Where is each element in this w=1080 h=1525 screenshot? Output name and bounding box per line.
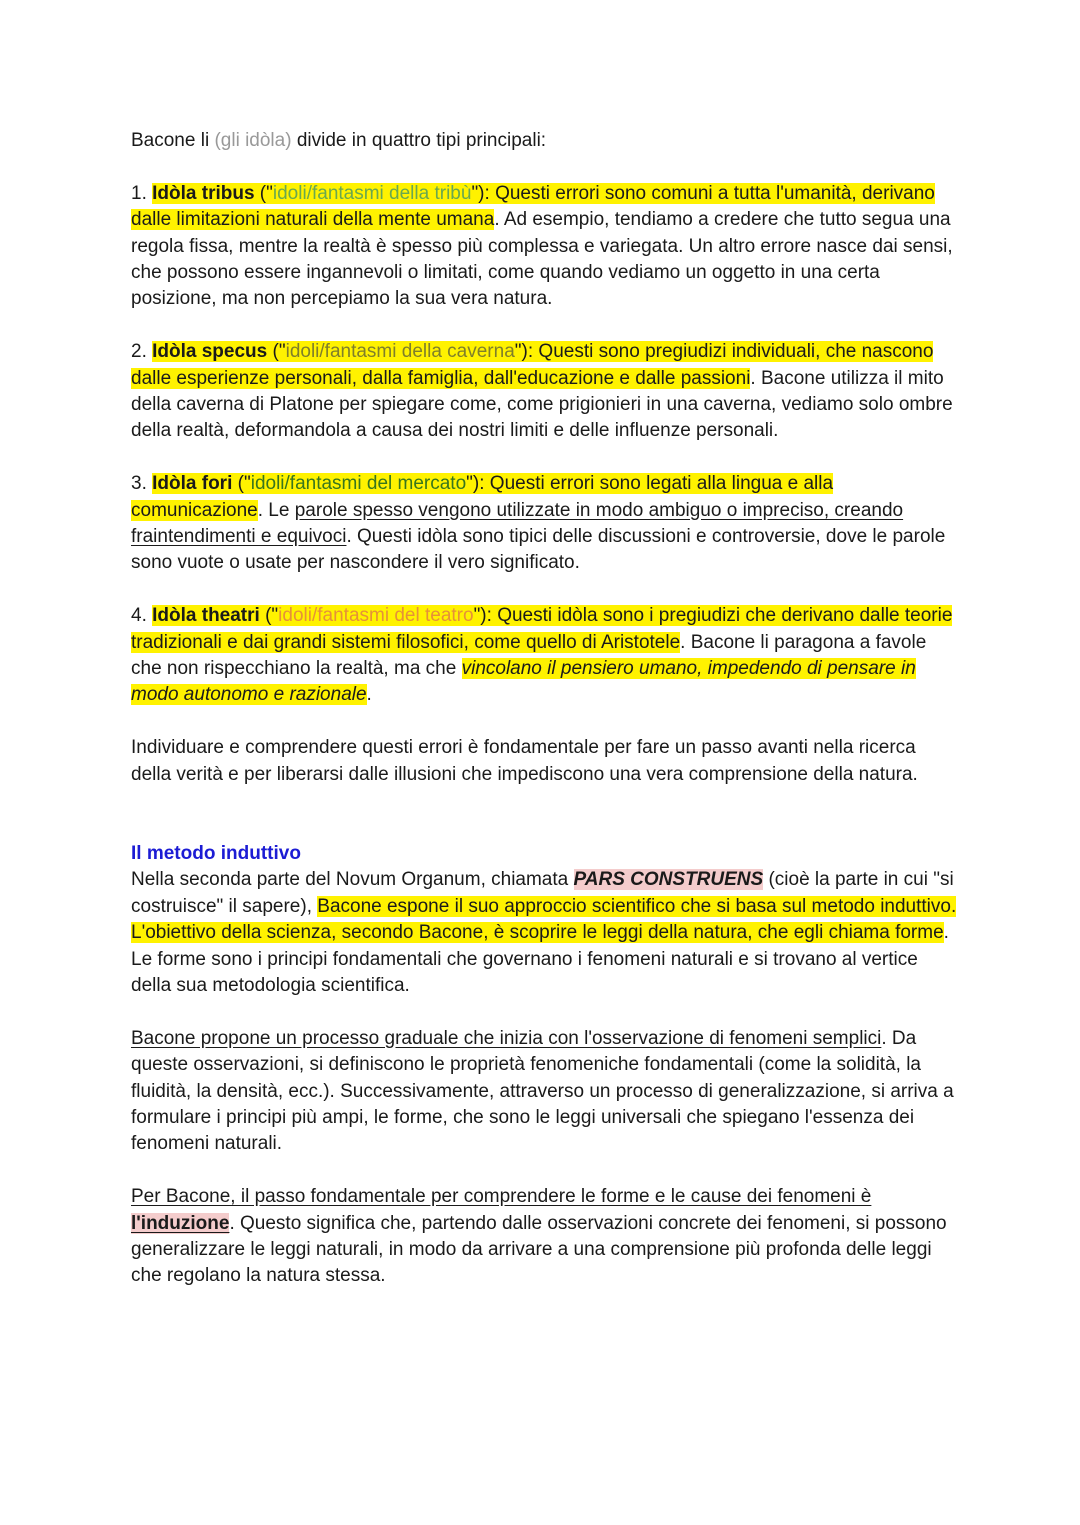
quote-close: "): [514, 341, 539, 363]
underlined-phrase: Bacone propone un processo graduale che inizia con l'osservazione di fenomeni semplici [131, 1027, 882, 1049]
paragraph-mid: . Bacone li paragona a favole che non rispecchiano la realtà, ma che [131, 631, 927, 680]
idola-specus-paragraph [131, 339, 961, 445]
intro-text: Bacone li [131, 130, 215, 151]
item-number: 3. [131, 473, 153, 495]
item-number: 1. [131, 182, 153, 204]
process-paragraph [131, 1026, 961, 1158]
quote-close: "): [466, 473, 490, 495]
item-number: 2. [131, 341, 153, 363]
paragraph-rest: . [366, 684, 372, 706]
section-heading: Il metodo induttivo [131, 842, 301, 864]
item-number: 4. [131, 605, 153, 627]
paragraph-start: Nella seconda parte del Novum Organum, chiamata [131, 869, 574, 891]
paragraph-rest: . Questi idòla sono tipici delle discussioni e controversie, dove le parole sono vuote o usate per nascondere il vero significato. [131, 526, 946, 574]
idola-name: Idòla tribus [152, 182, 255, 204]
paragraph-rest: . Bacone utilizza il mito della caverna di Platone per spiegare come, come prigionieri in una caverna, vediamo solo ombre della realtà, deformandola a causa dei nostri limiti e delle influenze personali. [131, 367, 953, 442]
quote-open: (" [254, 182, 273, 204]
pars-construens-term: PARS CONSTRUENS [573, 869, 764, 891]
idola-gloss: idoli/fantasmi del teatro [278, 605, 474, 627]
paragraph-rest: . Questo significa che, partendo dalle osservazioni concrete dei fenomeni, si possono generalizzare le leggi naturali, in modo da arrivare a una comprensione più profonda delle leggi che regolano la natura stessa. [131, 1212, 947, 1287]
induction-term: l'induzione [131, 1212, 230, 1234]
paragraph-mid: . Le [257, 499, 295, 521]
intro-parenthetical: (gli idòla) [214, 130, 292, 151]
idola-theatri-paragraph [131, 603, 961, 709]
paragraph-rest: . Da queste osservazioni, si definiscono le proprietà fenomeniche fondamentali (come la solidità, la fluidità, la densità, ecc.). Successivamente, attraverso un processo di generalizzazione, si arriva a formulare i principi più ampi, le forme, che sono le leggi universali che spiegano l'essenza dei fenomeni naturali. [131, 1027, 954, 1155]
italic-highlight: vincolano il pensiero umano, impedendo di pensare in modo autonomo e razionale [131, 658, 916, 706]
idola-gloss: idoli/fantasmi della caverna [285, 341, 515, 363]
paragraph-rest: . Ad esempio, tendiamo a credere che tutto segua una regola fissa, mentre la realtà è spesso più complessa e variegata. Un altro errore nasce dai sensi, che possono essere ingannevoli o limitati, come quando vediamo un oggetto in una certa posizione, ma non percepiamo la sua vera natura. [131, 209, 953, 310]
conclusion-paragraph: Individuare e comprendere questi errori è fondamentale per fare un passo avanti nella ricerca della verità e per liberarsi dalle illusioni che impediscono una vera comprensione della natura. [131, 737, 918, 785]
quote-open: (" [232, 473, 251, 495]
highlighted-definition: Bacone espone il suo approccio scientifico che si basa sul metodo induttivo. L'obiettivo della scienza, secondo Bacone, è scoprire le leggi della natura, che egli chiama forme [131, 895, 957, 944]
highlighted-definition: Questi idòla sono i pregiudizi che derivano dalle teorie tradizionali e dai grandi sistemi filosofici, come quello di Aristotele [131, 605, 953, 653]
quote-open: (" [259, 605, 279, 627]
idola-name: Idòla fori [152, 473, 233, 495]
paragraph-mid: (cioè la parte in cui "si costruisce" il sapere), [131, 869, 954, 917]
quote-close: "): [471, 182, 496, 204]
quote-close: "): [473, 605, 498, 627]
idola-gloss: idoli/fantasmi del mercato [250, 473, 467, 495]
idola-fori-paragraph [131, 471, 961, 577]
highlighted-definition: Questi sono pregiudizi individuali, che nascono dalle esperienze personali, dalla famiglia, dall'educazione e dalle passioni [131, 341, 934, 389]
paragraph-rest: . Le forme sono i principi fondamentali che governano i fenomeni naturali e si trovano al vertice della sua metodologia scientifica. [131, 922, 949, 996]
intro-paragraph [131, 128, 961, 154]
idola-name: Idòla theatri [152, 605, 260, 627]
underlined-phrase: parole spesso vengono utilizzate in modo ambiguo o impreciso, creando fraintendimenti e equivoci [131, 499, 904, 548]
idola-tribus-paragraph [131, 181, 961, 313]
idola-gloss: idoli/fantasmi della tribù [272, 182, 472, 204]
document-body [131, 128, 961, 1290]
idola-name: Idòla specus [152, 341, 268, 363]
intro-text-end: divide in quattro tipi principali: [291, 130, 547, 151]
pars-construens-paragraph [131, 867, 961, 999]
underlined-phrase: Per Bacone, il passo fondamentale per comprendere le forme e le cause dei fenomeni è [131, 1186, 872, 1208]
highlighted-definition: Questi errori sono legati alla lingua e alla comunicazione [131, 473, 834, 521]
induction-paragraph [131, 1184, 961, 1290]
quote-open: (" [267, 341, 286, 363]
highlighted-definition: Questi errori sono comuni a tutta l'umanità, derivano dalle limitazioni naturali della mente umana [131, 182, 935, 231]
